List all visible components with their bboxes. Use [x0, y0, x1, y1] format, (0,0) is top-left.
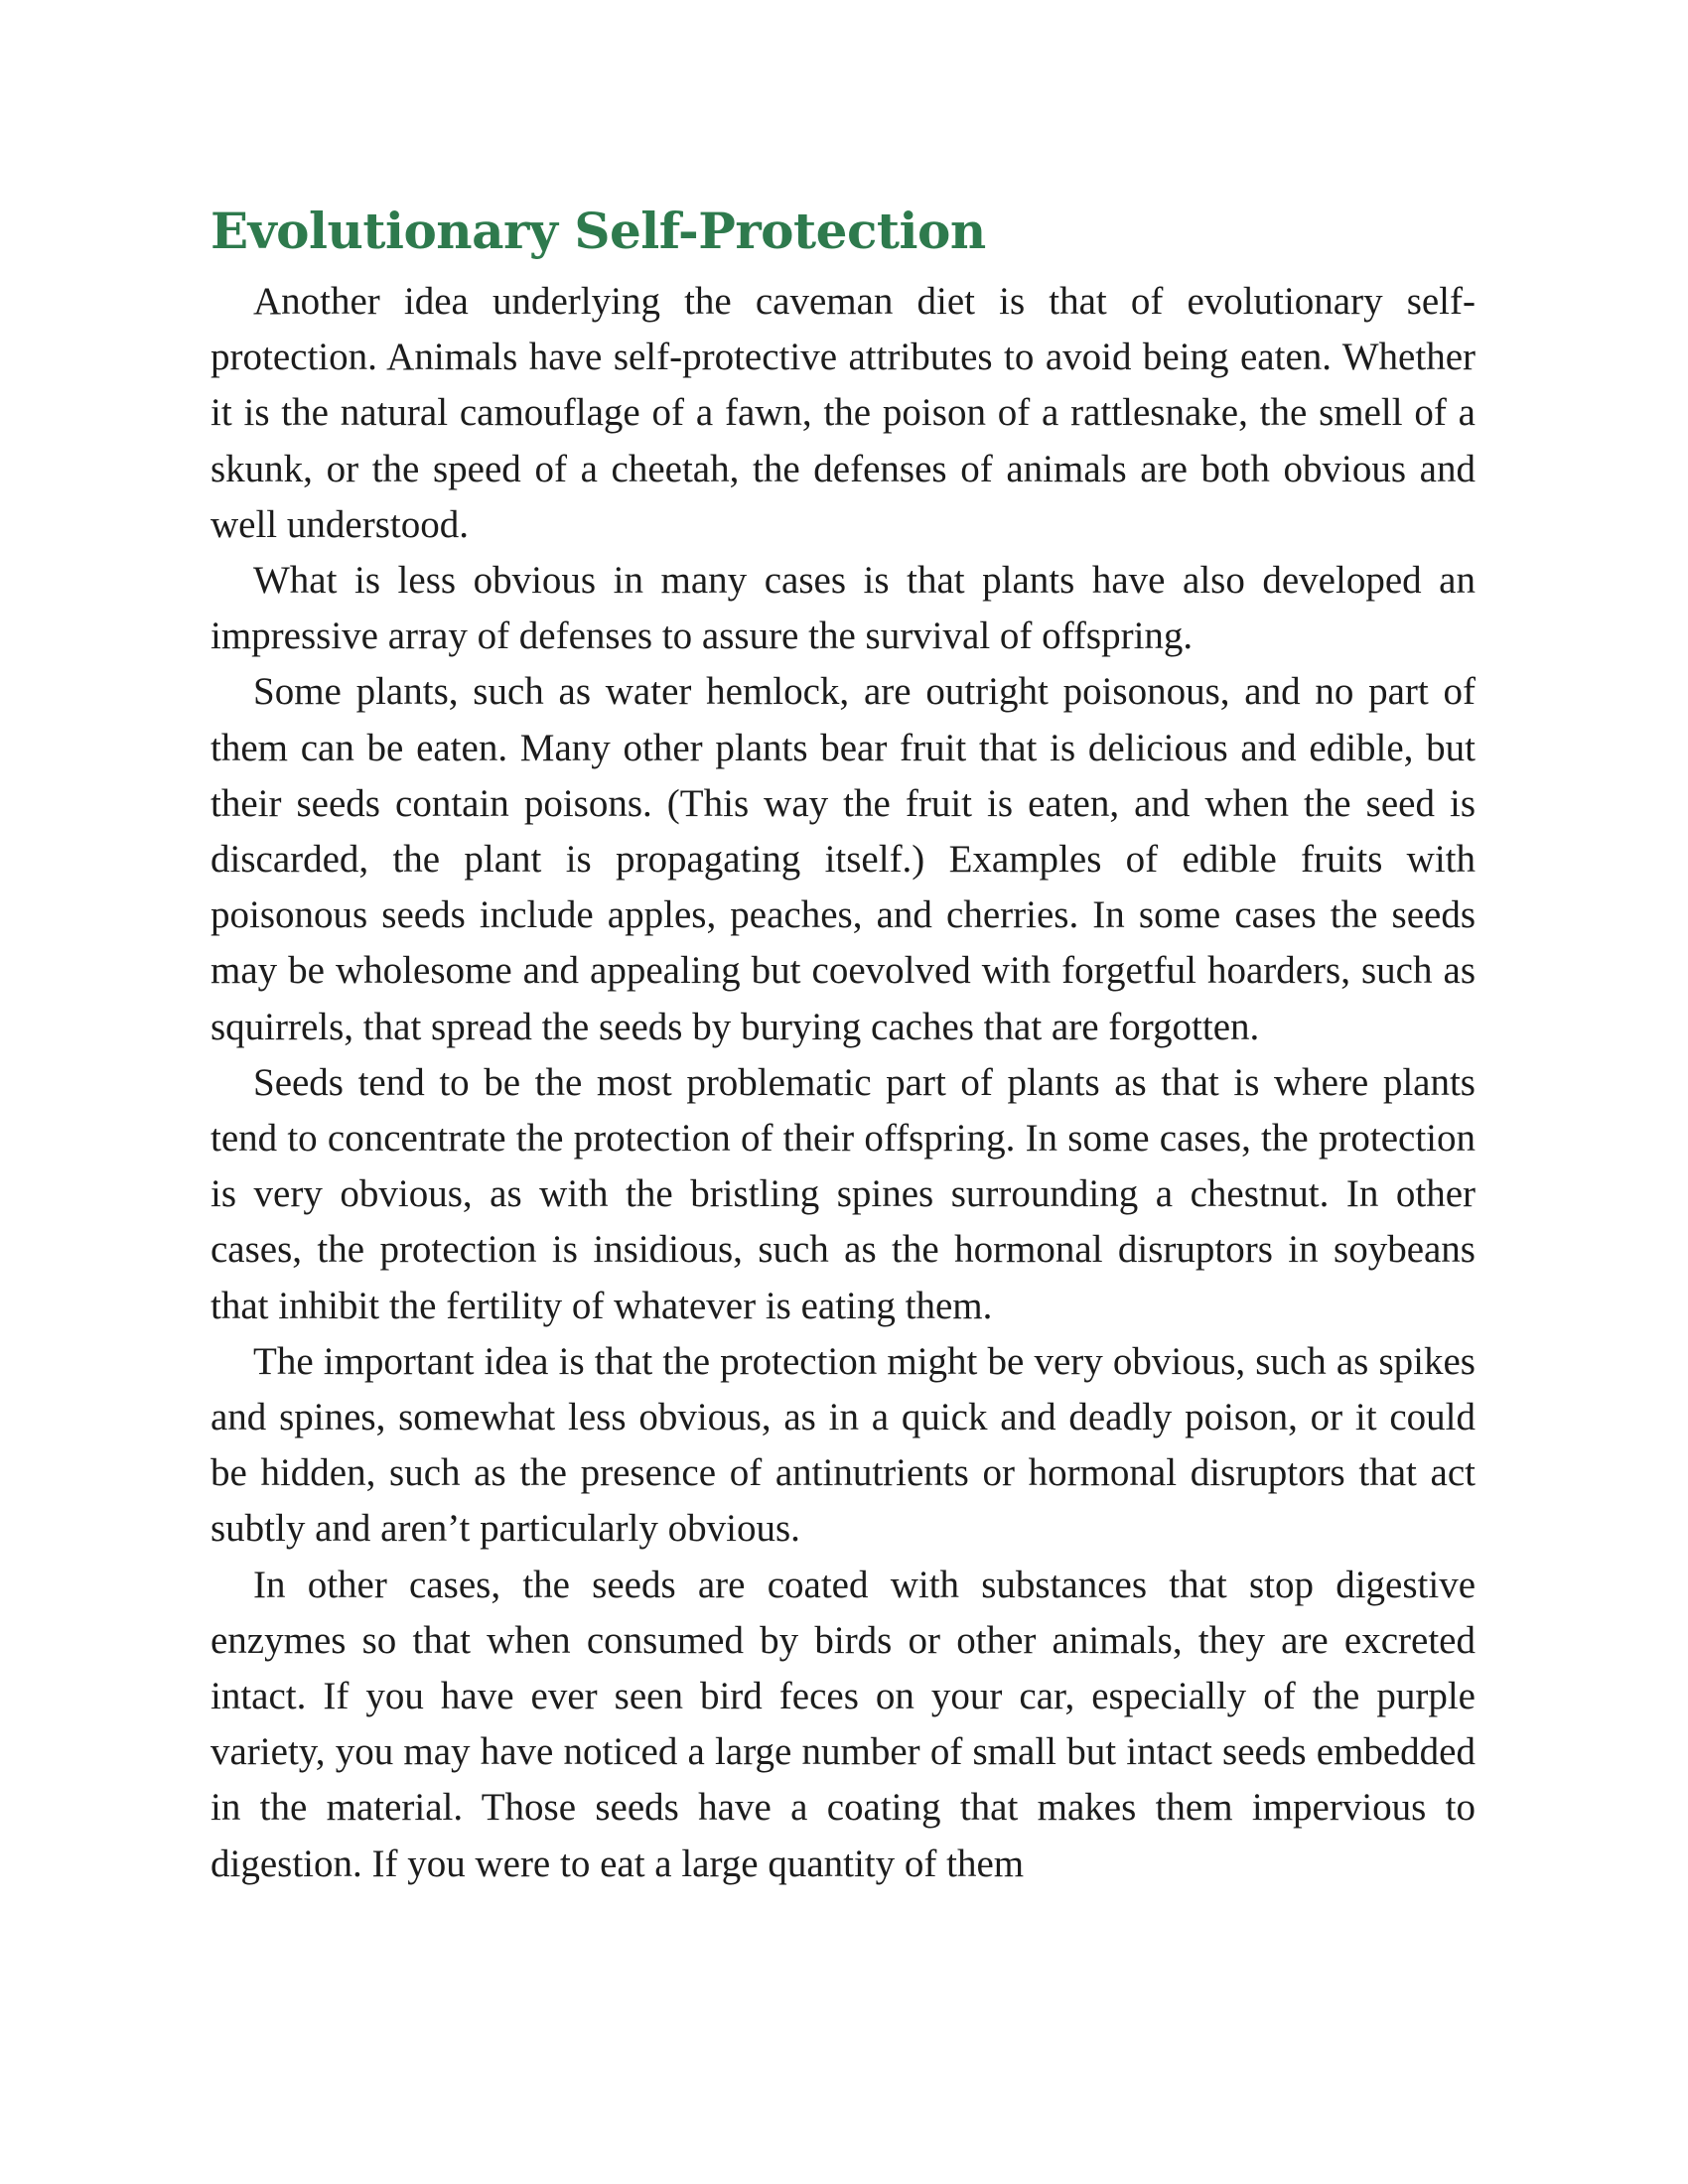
body-paragraph: Seeds tend to be the most problematic part of plants as that is where plants tend to concentrate the protection of their offspring. In some cases, the protection is very obvious, as with the bristling spines surrounding a chestnut. In other cases, the protection is insidious, such as the hormonal disruptors in soybeans that inhibit the fertility of whatever is eating them. [211, 1060, 1476, 1327]
body-paragraph: What is less obvious in many cases is that plants have also developed an impressive array of defenses to assure the survival of offspring. [211, 559, 1476, 658]
body-paragraph: Some plants, such as water hemlock, are outright poisonous, and no part of them can be eaten. Many other plants bear fruit that is delicious and edible, but their seeds contain poisons. (This way the fruit is eaten, and when the seed is discarded, the plant is propagating itself.) Examples of edible fruits with poisonous seeds include apples, peaches, and cherries. In some cases the seeds may be wholesome and appealing but coevolved with forgetful hoarders, such as squirrels, that spread the seeds by burying caches that are forgotten. [211, 670, 1476, 1048]
page-content [211, 197, 1476, 1892]
body-paragraph: In other cases, the seeds are coated with substances that stop digestive enzymes so that when consumed by birds or other animals, they are excreted intact. If you have ever seen bird feces on your car, especially of the purple variety, you may have noticed a large number of small but intact seeds embedded in the material. Those seeds have a coating that makes them impervious to digestion. If you were to eat a large quantity of them [211, 1563, 1476, 1885]
body-paragraph: Another idea underlying the caveman diet is that of evolutionary self-protection. Animals have self-protective attributes to avoid being eaten. Whether it is the natural camouflage of a fawn, the poison of a rattlesnake, the smell of a skunk, or the speed of a cheetah, the defenses of animals are both obvious and well understood. [211, 280, 1476, 546]
body-paragraph: The important idea is that the protection might be very obvious, such as spikes and spines, somewhat less obvious, as in a quick and deadly poison, or it could be hidden, such as the presence of antinutrients or hormonal disruptors that act subtly and aren’t particularly obvious. [211, 1339, 1476, 1551]
section-heading: Evolutionary Self-Protection [211, 202, 986, 260]
